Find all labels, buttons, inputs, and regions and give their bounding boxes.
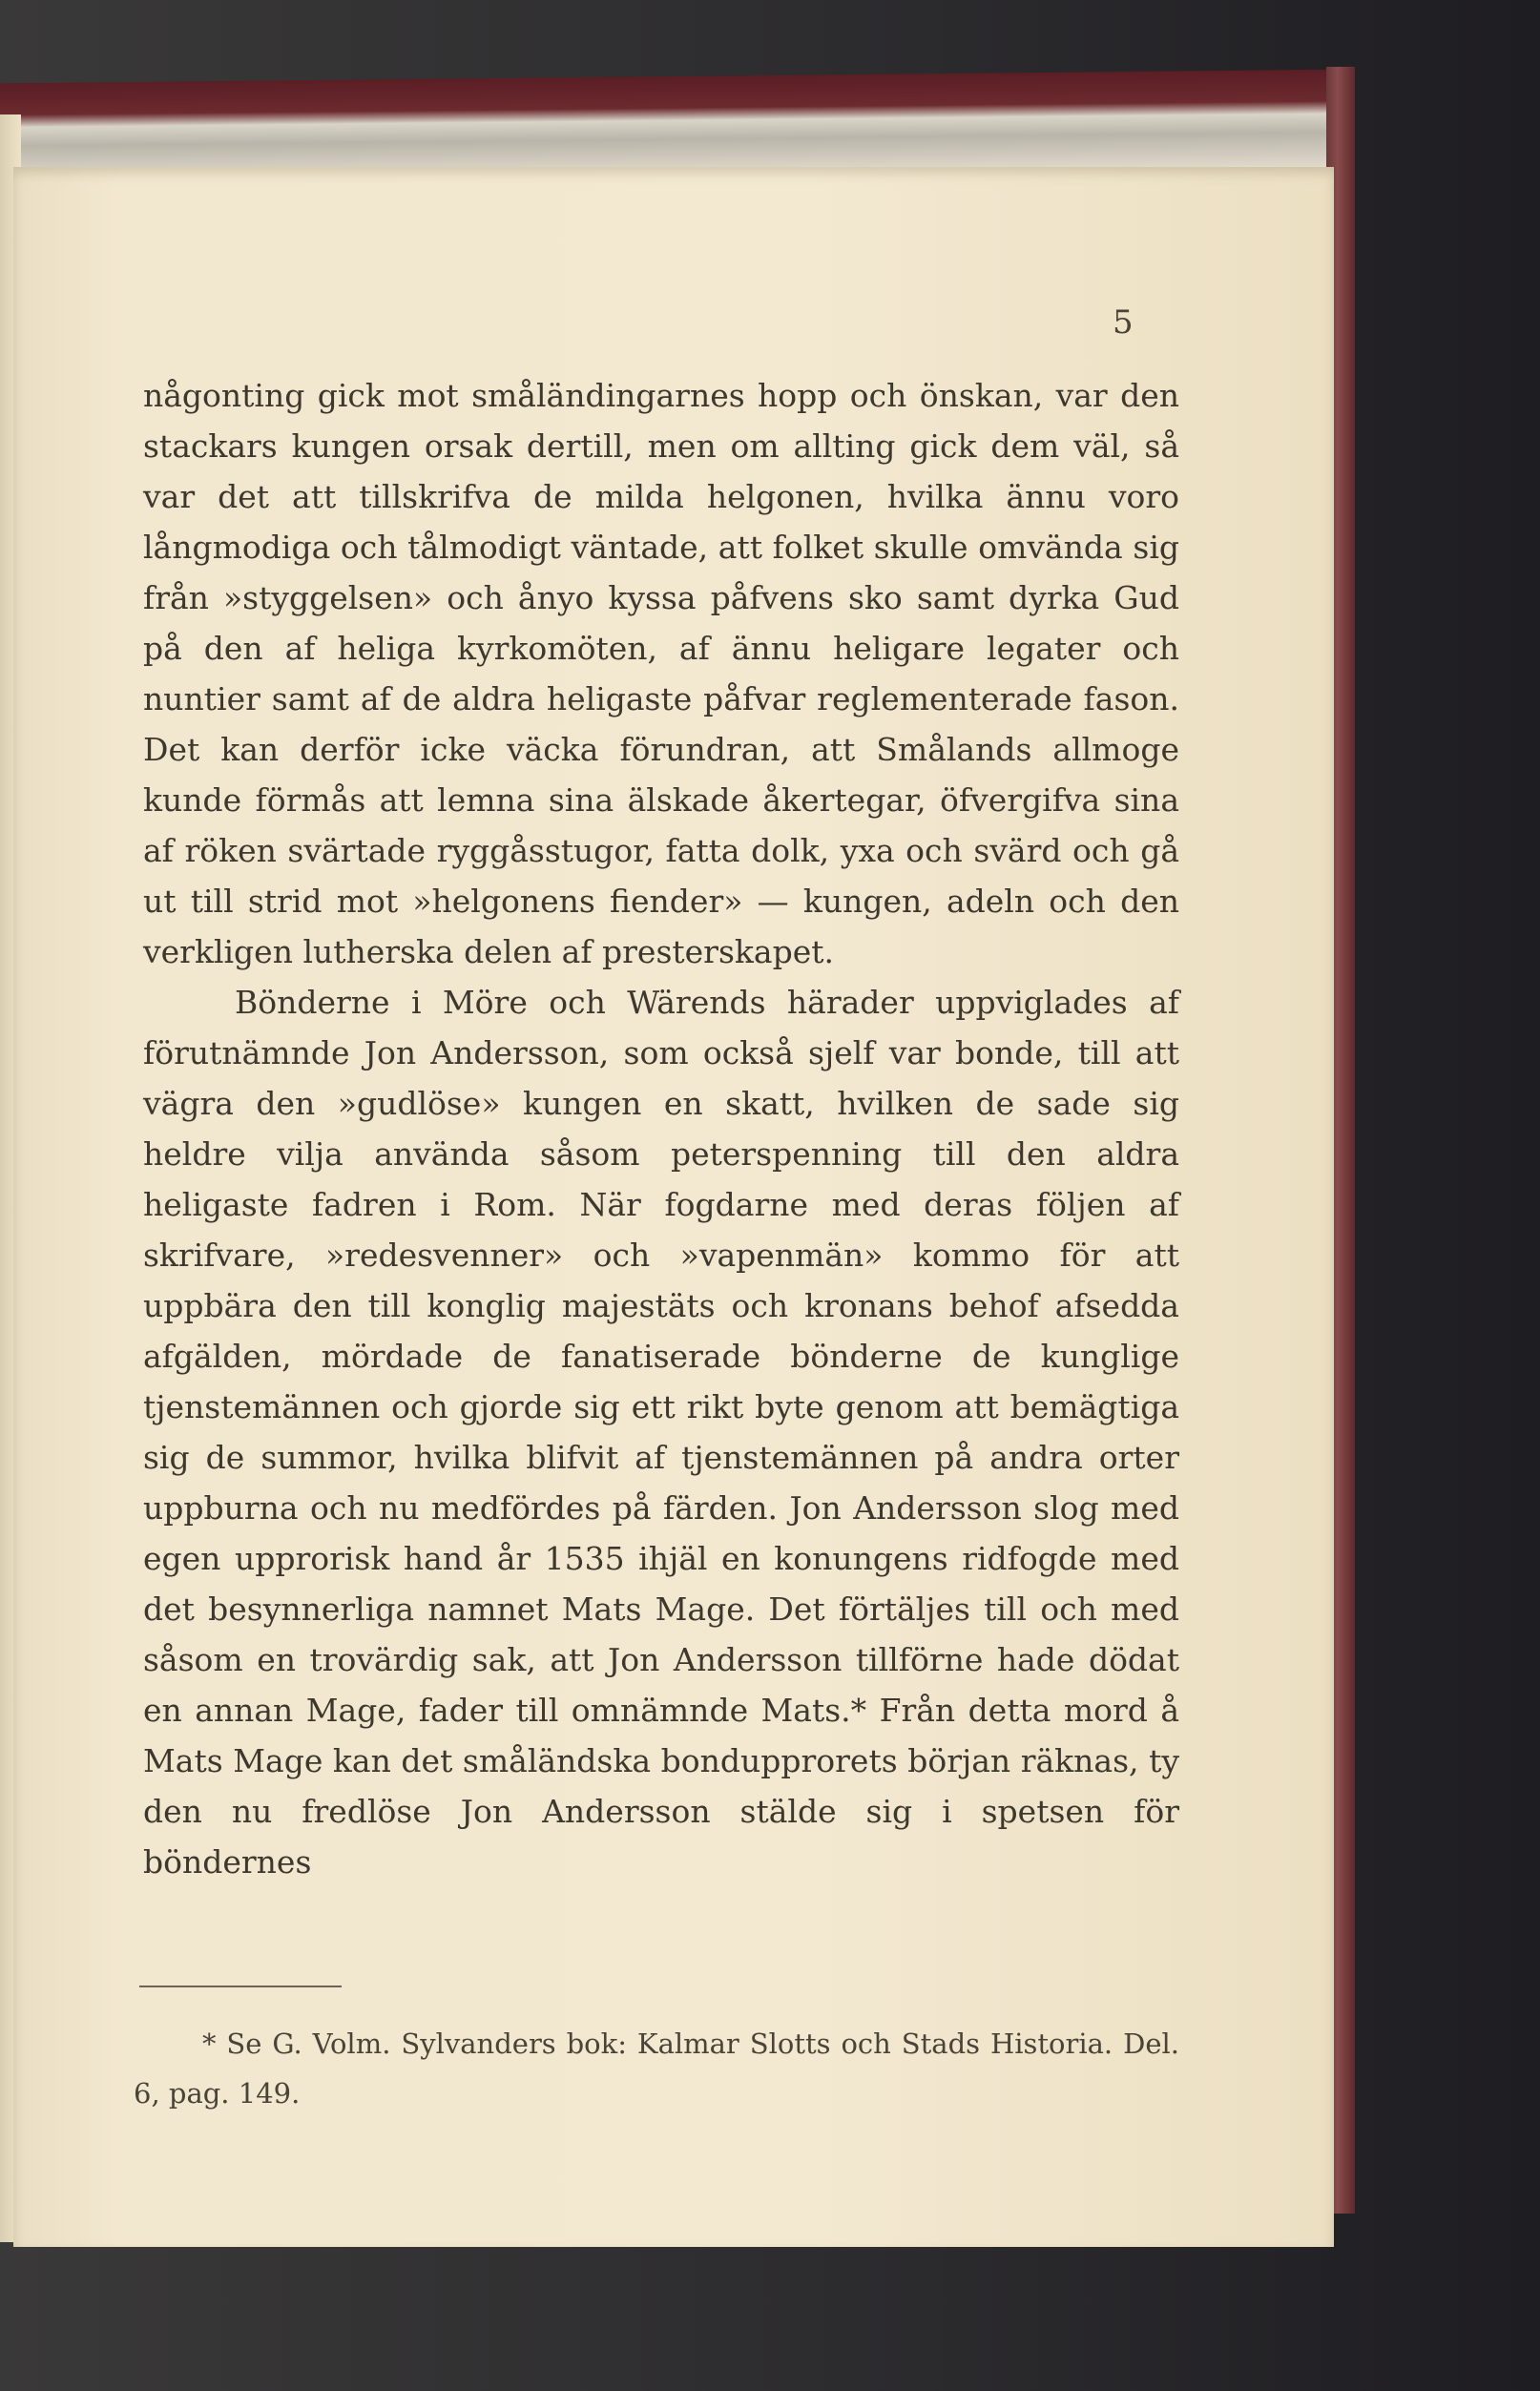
body-text (143, 370, 1179, 1887)
footnote-divider (139, 1986, 342, 1987)
page-number: 5 (1113, 303, 1134, 342)
footnote (134, 2019, 1179, 2118)
footnote-text: * Se G. Volm. Sylvanders bok: Kalmar Slotts och Stads Historia. Del. 6, pag. 149. (134, 2027, 1179, 2110)
paragraph-1: någonting gick mot småländingarnes hopp och önskan, var den stackars kungen orsak dertill, men om allting gick dem väl, så var det att tillskrifva de milda helgonen, hvilka ännu voro långmodiga och tålmodigt väntade, att folket skulle omvända sig från »styggelsen» och ånyo kyssa påfvens sko samt dyrka Gud på den af heliga kyrkomöten, af ännu heligare legater och nuntier samt af de aldra heligaste påfvar reglementerade fason. Det kan derför icke väcka förundran, att Smålands allmoge kunde förmås att lemna sina älskade åkertegar, öfvergifva sina af röken svärtade ryggåsstugor, fatta dolk, yxa och svärd och gå ut till strid mot »helgonens fiender» — kungen, adeln och den verkligen lutherska delen af presterskapet. (143, 377, 1179, 970)
paragraph-2: Bönderne i Möre och Wärends härader uppviglades af förutnämnde Jon Andersson, som också sjelf var bonde, till att vägra den »gudlöse» kungen en skatt, hvilken de sade sig heldre vilja använda såsom peterspenning till den aldra heligaste fadren i Rom. När fogdarne med deras följen af skrifvare, »redesvenner» och »vapenmän» kommo för att uppbära den till konglig majestäts och kronans behof afsedda afgälden, mördade de fanatiserade bönderne de kunglige tjenstemännen och gjorde sig ett rikt byte genom att bemägtiga sig de summor, hvilka blifvit af tjenstemännen på andra orter uppburna och nu medfördes på färden. Jon Andersson slog med egen upprorisk hand år 1535 ihjäl en konungens ridfogde med det besynnerliga namnet Mats Mage. Det förtäljes till och med såsom en trovärdig sak, att Jon Andersson tillförne hade dödat en annan Mage, fader till omnämnde Mats.* Från detta mord å Mats Mage kan det småländska bondupprorets början räknas, ty den nu fredlöse Jon Andersson stälde sig i spetsen för böndernes (143, 984, 1179, 1881)
